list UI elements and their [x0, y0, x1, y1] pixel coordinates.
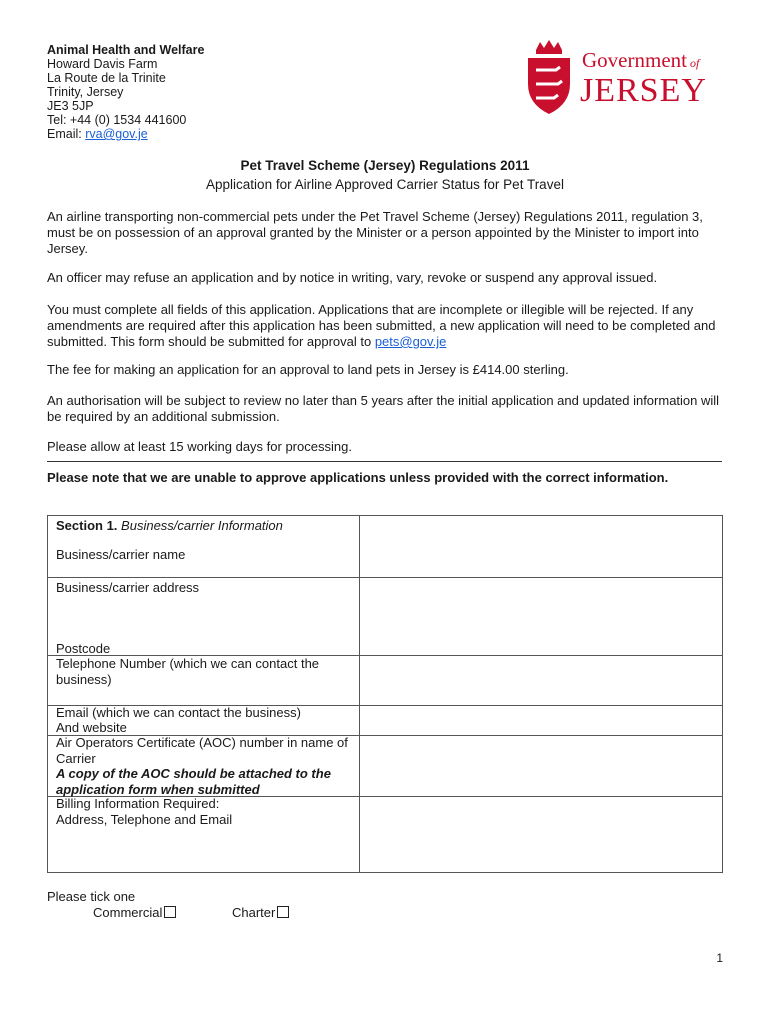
billing-field[interactable]	[361, 797, 722, 872]
aoc-field[interactable]	[361, 736, 722, 796]
page-number: 1	[716, 951, 723, 965]
checkbox-icon[interactable]	[164, 906, 176, 918]
sender-address	[47, 43, 204, 141]
important-note: Please note that we are unable to approve applications unless provided with the correct information.	[47, 470, 669, 485]
paragraph-refusal: An officer may refuse an application and by notice in writing, vary, revoke or suspend any approval issued.	[47, 270, 658, 285]
section-heading: Section 1. Business/carrier Information	[56, 518, 283, 533]
paragraph-approval: An airline transporting non-commercial pets under the Pet Travel Scheme (Jersey) Regulations 2011, regulation 3, must be on possession of an approval granted by the Minister or a person appointed by the Minister to import into Jersey.	[47, 209, 703, 256]
email-link[interactable]: rva@gov.je	[85, 127, 148, 141]
pets-email-link[interactable]: pets@gov.je	[374, 334, 447, 349]
crest-icon	[524, 40, 574, 116]
org-name: Animal Health and Welfare	[47, 43, 205, 57]
address-line: Trinity, Jersey	[47, 85, 124, 99]
commercial-checkbox[interactable]: Commercial	[93, 905, 176, 920]
paragraph-processing: Please allow at least 15 working days for processing.	[47, 439, 352, 454]
email-line	[47, 127, 204, 141]
table-row	[48, 736, 722, 797]
business-address-label: Business/carrier address	[56, 580, 200, 595]
paragraph-review: An authorisation will be subject to review no later than 5 years after the initial application and updated information will be required by an additional submission.	[47, 393, 720, 424]
charter-checkbox[interactable]: Charter	[232, 905, 289, 920]
email-label-cell: Email (which we can contact the business)	[56, 705, 301, 720]
paragraph-fee: The fee for making an application for an approval to land pets in Jersey is £414.00 sterling.	[47, 362, 569, 377]
aoc-note: A copy of the AOC should be attached to the application form when submitted	[56, 766, 331, 797]
paragraph-completion: You must complete all fields of this application. Applications that are incomplete or illegible will be rejected. If any amendments are required after this application has been submitted, a new application will need to be completed and submitted. This form should be submitted for approval to pets@gov.je	[47, 302, 716, 349]
checkbox-icon[interactable]	[277, 906, 289, 918]
address-line: Howard Davis Farm	[47, 57, 158, 71]
aoc-label: Air Operators Certificate (AOC) number in name of Carrier	[56, 735, 348, 766]
business-name-label: Business/carrier name	[56, 547, 186, 562]
page-title: Pet Travel Scheme (Jersey) Regulations 2011	[240, 158, 530, 173]
business-address-field[interactable]	[361, 578, 722, 655]
table-row	[48, 797, 722, 872]
postcode-label: Postcode	[56, 641, 111, 656]
table-row	[48, 656, 722, 706]
website-label: And website	[56, 720, 127, 735]
billing-label: Billing Information Required:	[56, 796, 220, 811]
tick-instruction: Please tick one	[47, 889, 136, 904]
telephone-label: Telephone Number (which we can contact the business)	[56, 656, 320, 687]
table-row	[48, 578, 722, 656]
billing-detail-label: Address, Telephone and Email	[56, 812, 233, 827]
telephone-field[interactable]	[361, 656, 722, 705]
business-name-field[interactable]	[361, 516, 722, 577]
postcode: JE3 5JP	[47, 99, 94, 113]
business-info-table	[47, 515, 723, 873]
logo-jersey-text: JERSEY	[580, 72, 707, 109]
telephone: Tel: +44 (0) 1534 441600	[47, 113, 187, 127]
table-row	[48, 516, 722, 578]
page-subtitle: Application for Airline Approved Carrier Status for Pet Travel	[206, 177, 564, 192]
email-website-field[interactable]	[361, 706, 722, 735]
table-row	[48, 706, 722, 736]
government-of-jersey-logo	[524, 40, 724, 116]
logo-government-text: Government of	[582, 48, 700, 72]
email-label: Email:	[47, 127, 86, 141]
address-line: La Route de la Trinite	[47, 71, 166, 85]
divider	[47, 461, 722, 462]
